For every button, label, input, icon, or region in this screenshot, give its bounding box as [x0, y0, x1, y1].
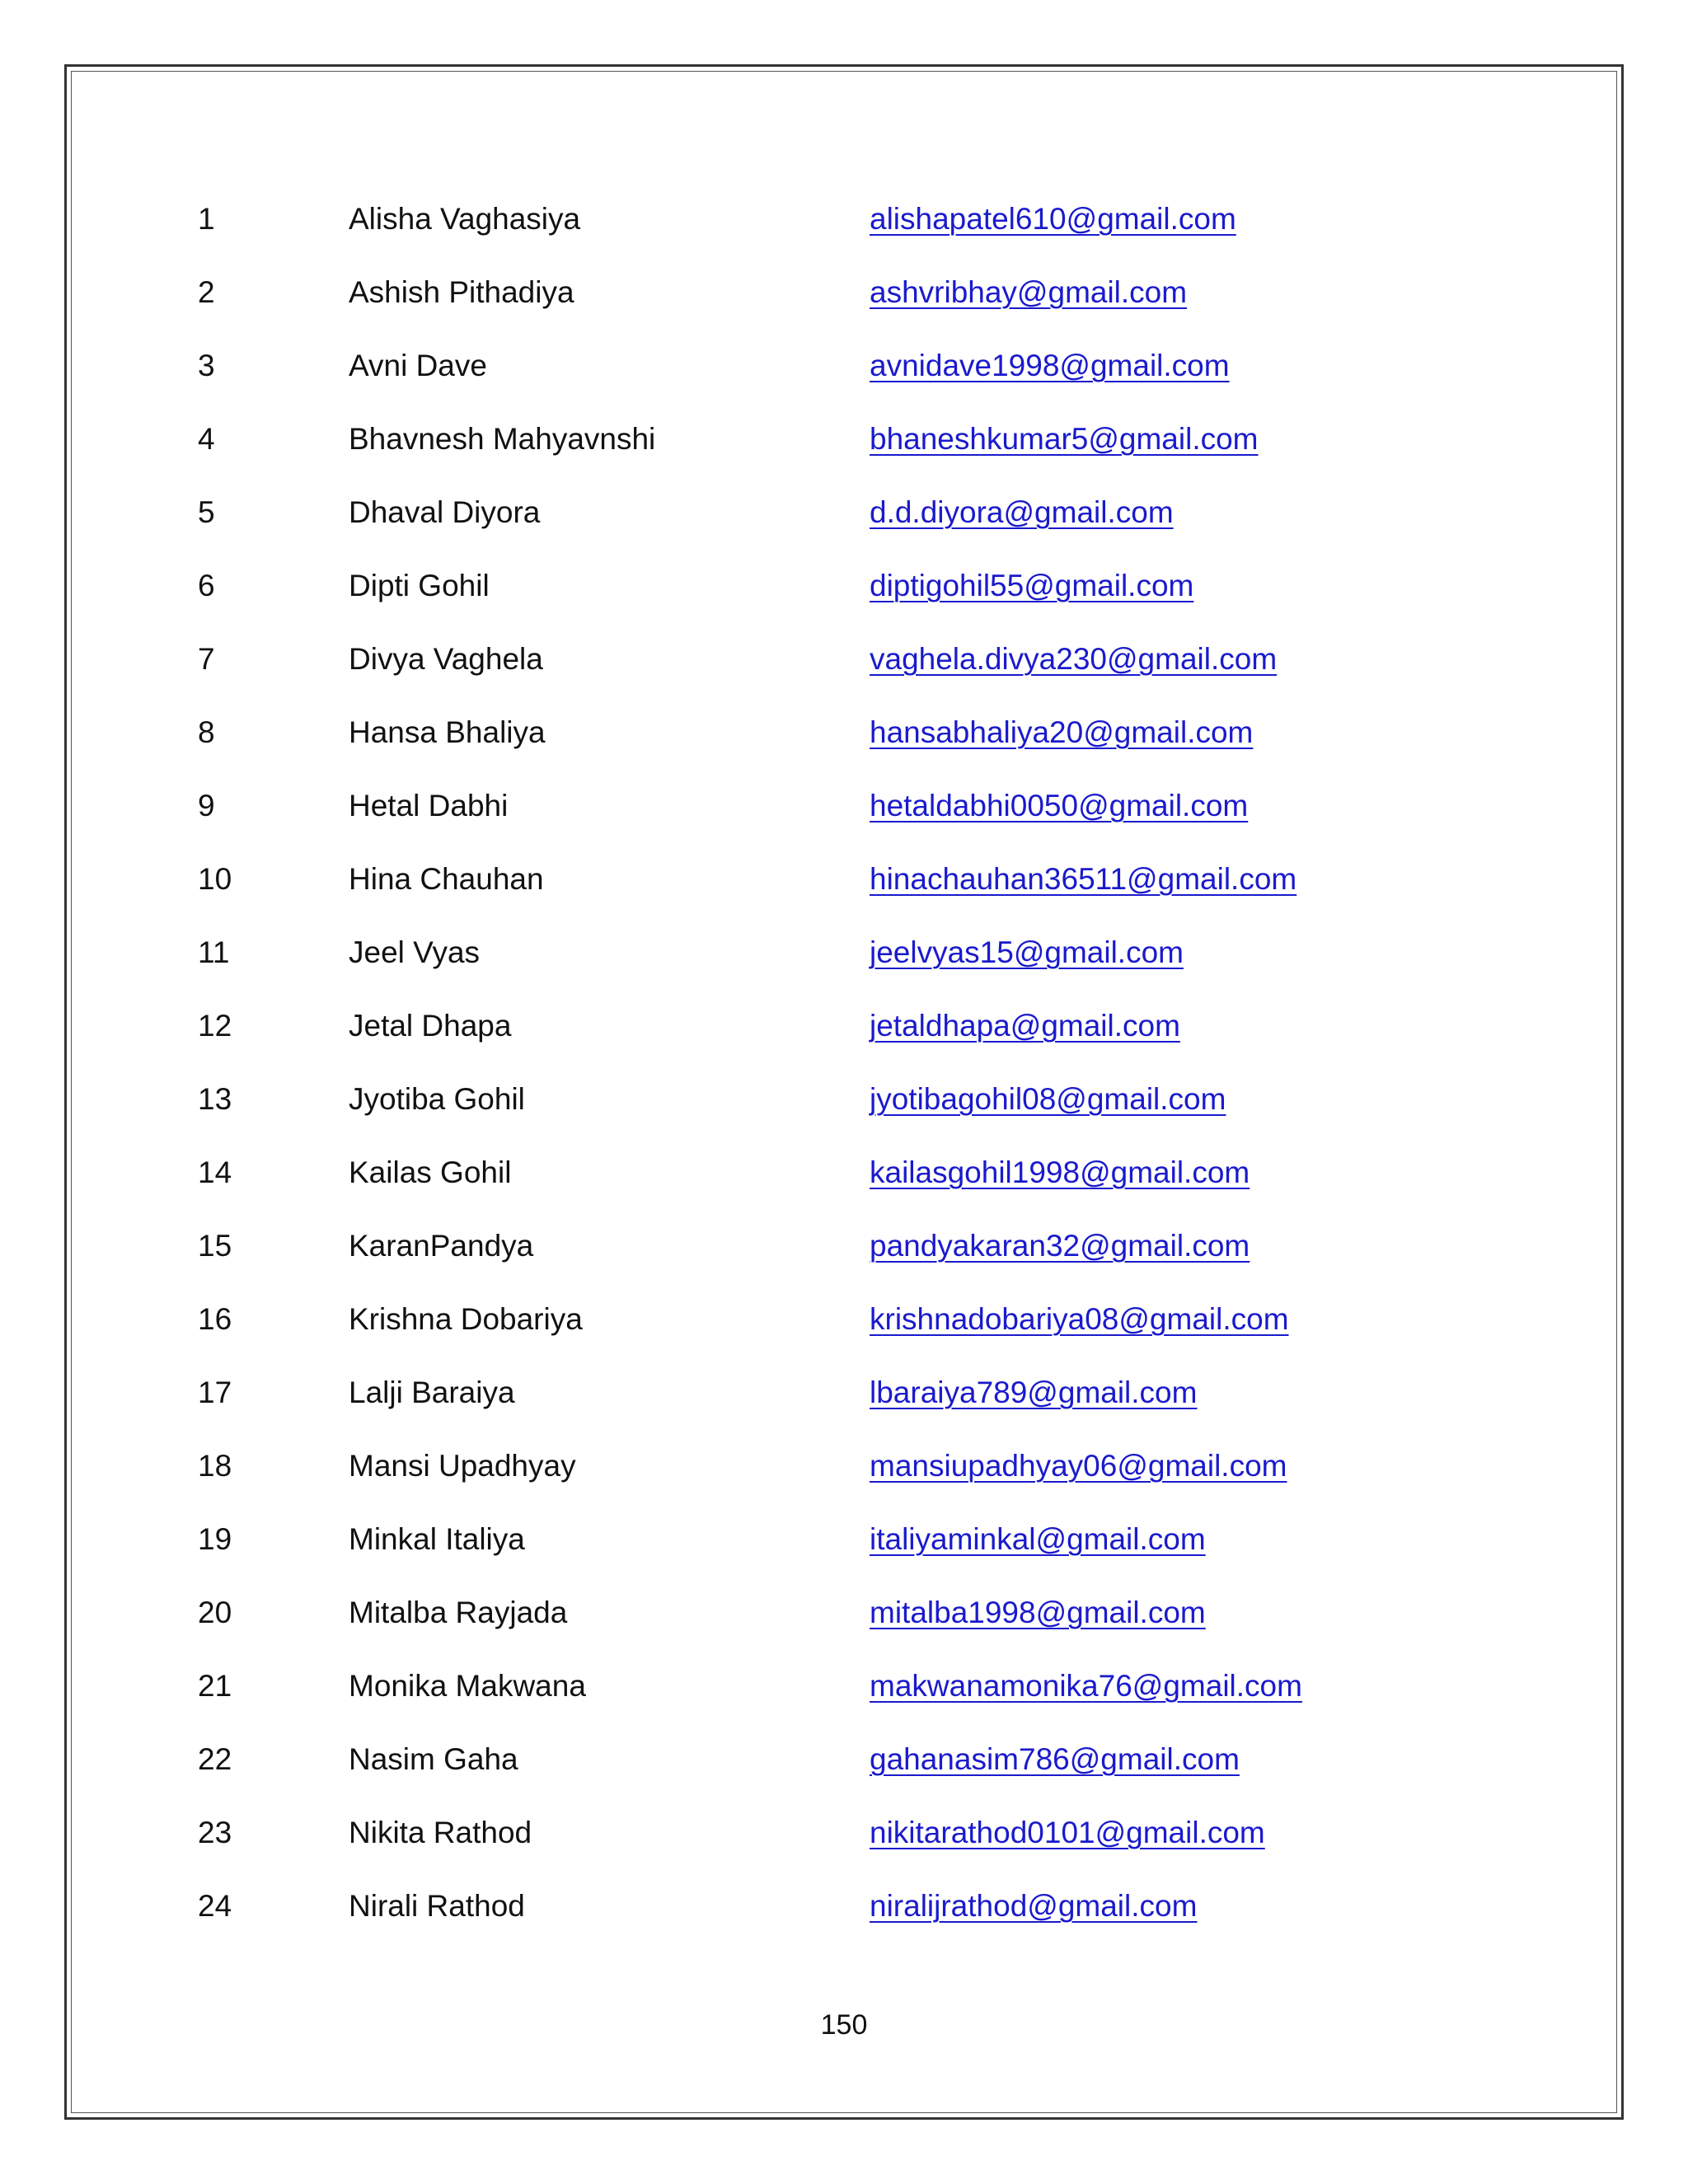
email-link[interactable]: bhaneshkumar5@gmail.com — [870, 422, 1259, 456]
entry-number: 16 — [198, 1302, 232, 1336]
entry-name: Mansi Upadhyay — [349, 1449, 576, 1483]
list-item — [0, 1882, 1688, 1931]
page-number: 150 — [820, 2009, 868, 2041]
entry-name: Dipti Gohil — [349, 569, 490, 602]
list-item — [0, 1148, 1688, 1197]
list-item — [0, 1661, 1688, 1711]
entry-number: 14 — [198, 1155, 232, 1189]
email-link[interactable]: diptigohil55@gmail.com — [870, 569, 1194, 602]
email-link[interactable]: kailasgohil1998@gmail.com — [870, 1155, 1250, 1189]
entry-name: Divya Vaghela — [349, 642, 543, 676]
entry-name: Hina Chauhan — [349, 862, 544, 896]
entry-number: 3 — [198, 349, 215, 382]
entry-name: Nirali Rathod — [349, 1889, 525, 1923]
email-link[interactable]: gahanasim786@gmail.com — [870, 1742, 1240, 1776]
list-item — [0, 488, 1688, 537]
list-item — [0, 1221, 1688, 1271]
entry-number: 6 — [198, 569, 215, 602]
list-item — [0, 1295, 1688, 1344]
entry-name: Jyotiba Gohil — [349, 1082, 525, 1116]
entry-name: Bhavnesh Mahyavnshi — [349, 422, 656, 456]
list-item — [0, 635, 1688, 684]
entry-number: 10 — [198, 862, 232, 896]
entry-name: Jetal Dhapa — [349, 1009, 512, 1043]
entry-name: Minkal Italiya — [349, 1522, 525, 1556]
email-link[interactable]: krishnadobariya08@gmail.com — [870, 1302, 1289, 1336]
entry-number: 23 — [198, 1816, 232, 1849]
entry-number: 1 — [198, 202, 215, 236]
email-link[interactable]: jyotibagohil08@gmail.com — [870, 1082, 1226, 1116]
entry-number: 20 — [198, 1596, 232, 1629]
list-item — [0, 928, 1688, 977]
entry-number: 8 — [198, 715, 215, 749]
list-item — [0, 855, 1688, 904]
entry-number: 7 — [198, 642, 215, 676]
entry-name: Krishna Dobariya — [349, 1302, 583, 1336]
list-item — [0, 268, 1688, 317]
entry-name: Jeel Vyas — [349, 935, 481, 969]
list-item — [0, 708, 1688, 757]
list-item — [0, 1075, 1688, 1124]
entry-number: 24 — [198, 1889, 232, 1923]
list-item — [0, 1368, 1688, 1418]
entry-name: Hetal Dabhi — [349, 789, 509, 823]
entry-name: Nikita Rathod — [349, 1816, 532, 1849]
entry-number: 13 — [198, 1082, 232, 1116]
list-item — [0, 341, 1688, 391]
email-link[interactable]: vaghela.divya230@gmail.com — [870, 642, 1278, 676]
entry-number: 21 — [198, 1669, 232, 1703]
list-item — [0, 1441, 1688, 1491]
entry-name: Alisha Vaghasiya — [349, 202, 581, 236]
entry-number: 19 — [198, 1522, 232, 1556]
entry-name: Monika Makwana — [349, 1669, 586, 1703]
email-link[interactable]: niralijrathod@gmail.com — [870, 1889, 1198, 1923]
email-link[interactable]: hetaldabhi0050@gmail.com — [870, 789, 1249, 823]
email-link[interactable]: avnidave1998@gmail.com — [870, 349, 1230, 382]
entry-number: 5 — [198, 495, 215, 529]
email-link[interactable]: alishapatel610@gmail.com — [870, 202, 1236, 236]
entry-name: Dhaval Diyora — [349, 495, 541, 529]
list-item — [0, 1588, 1688, 1638]
entry-number: 4 — [198, 422, 215, 456]
list-item — [0, 1515, 1688, 1564]
entry-number: 17 — [198, 1376, 232, 1409]
entry-name: Lalji Baraiya — [349, 1376, 515, 1409]
entry-name: KaranPandya — [349, 1229, 534, 1263]
email-link[interactable]: d.d.diyora@gmail.com — [870, 495, 1174, 529]
list-item — [0, 1808, 1688, 1858]
list-item — [0, 1735, 1688, 1784]
email-link[interactable]: ashvribhay@gmail.com — [870, 275, 1188, 309]
email-link[interactable]: hinachauhan36511@gmail.com — [870, 862, 1297, 896]
entry-number: 15 — [198, 1229, 232, 1263]
list-item — [0, 194, 1688, 244]
entry-number: 11 — [198, 935, 230, 969]
email-link[interactable]: jeelvyas15@gmail.com — [870, 935, 1184, 969]
email-link[interactable]: lbaraiya789@gmail.com — [870, 1376, 1198, 1409]
list-item — [0, 1001, 1688, 1051]
entry-number: 12 — [198, 1009, 232, 1043]
email-link[interactable]: mitalba1998@gmail.com — [870, 1596, 1206, 1629]
entry-number: 22 — [198, 1742, 232, 1776]
email-link[interactable]: nikitarathod0101@gmail.com — [870, 1816, 1265, 1849]
entry-name: Mitalba Rayjada — [349, 1596, 568, 1629]
email-link[interactable]: italiyaminkal@gmail.com — [870, 1522, 1206, 1556]
list-item — [0, 415, 1688, 464]
email-link[interactable]: hansabhaliya20@gmail.com — [870, 715, 1254, 749]
email-link[interactable]: makwanamonika76@gmail.com — [870, 1669, 1302, 1703]
email-link[interactable]: jetaldhapa@gmail.com — [870, 1009, 1180, 1043]
list-item — [0, 561, 1688, 611]
entry-number: 18 — [198, 1449, 232, 1483]
email-link[interactable]: pandyakaran32@gmail.com — [870, 1229, 1250, 1263]
list-item — [0, 781, 1688, 831]
entry-name: Hansa Bhaliya — [349, 715, 546, 749]
entry-name: Nasim Gaha — [349, 1742, 518, 1776]
entry-name: Ashish Pithadiya — [349, 275, 574, 309]
entry-number: 2 — [198, 275, 215, 309]
entry-name: Avni Dave — [349, 349, 487, 382]
entry-number: 9 — [198, 789, 215, 823]
email-link[interactable]: mansiupadhyay06@gmail.com — [870, 1449, 1287, 1483]
entry-name: Kailas Gohil — [349, 1155, 512, 1189]
